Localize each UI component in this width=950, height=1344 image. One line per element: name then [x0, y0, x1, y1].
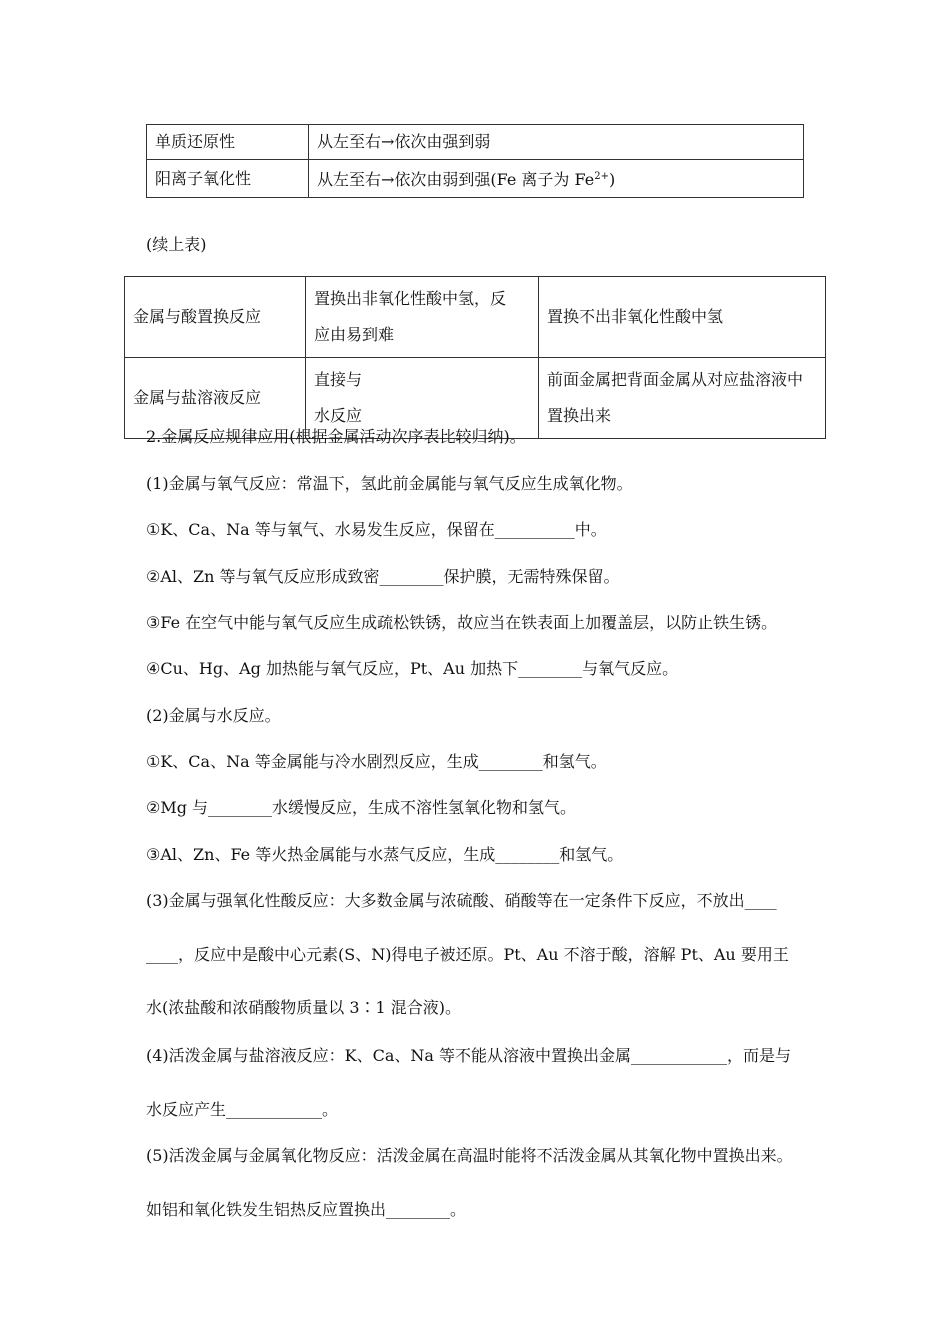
paragraph: (4)活泼金属与盐溶液反应：K、Ca、Na 等不能从溶液中置换出金属____________，而是与 — [146, 1046, 792, 1065]
table-cell — [539, 277, 826, 358]
paragraph: 如铝和氧化铁发生铝热反应置换出________。 — [146, 1200, 467, 1219]
cell-line: 置换出来 — [547, 406, 612, 425]
continued-note: (续上表) — [146, 235, 207, 254]
paragraph: (2)金属与水反应。 — [146, 706, 281, 725]
paragraph: ③Fe 在空气中能与氧气反应生成疏松铁锈，故应当在铁表面上加覆盖层，以防止铁生锈。 — [146, 613, 778, 632]
cell-line: 置换出非氧化性酸中氢，反 — [314, 289, 507, 308]
table-row — [147, 125, 804, 160]
table-cell-label: 金属与盐溶液反应 — [125, 358, 306, 439]
table-cell — [306, 277, 539, 358]
properties-table — [146, 124, 804, 198]
paragraph: ①K、Ca、Na 等与氧气、水易发生反应，保留在__________中。 — [146, 520, 607, 539]
value-text: 从左至右→依次由弱到强(Fe 离子为 Fe — [317, 170, 595, 189]
paragraph: (3)金属与强氧化性酸反应：大多数金属与浓硫酸、硝酸等在一定条件下反应，不放出____ — [146, 891, 777, 910]
table-row — [147, 160, 804, 198]
table-cell-label: 阳离子氧化性 — [147, 160, 309, 198]
cell-line: 应由易到难 — [314, 325, 395, 344]
paragraph: (1)金属与氧气反应：常温下，氢此前金属能与氧气反应生成氧化物。 — [146, 474, 633, 493]
table-cell-value: 从左至右→依次由强到弱 — [309, 125, 804, 160]
paragraph: ①K、Ca、Na 等金属能与冷水剧烈反应，生成________和氢气。 — [146, 752, 607, 771]
paragraph: ____，反应中是酸中心元素(S、N)得电子被还原。Pt、Au 不溶于酸，溶解 Pt、Au 要用王 — [146, 945, 789, 964]
cell-line: 直接与 — [314, 370, 363, 389]
table-cell — [539, 358, 826, 439]
cell-line: 置换不出非氧化性酸中氢 — [547, 307, 724, 326]
paragraph: ③Al、Zn、Fe 等火热金属能与水蒸气反应，生成________和氢气。 — [146, 845, 624, 864]
paragraph: 水(浓盐酸和浓硝酸物质量以 3∶1 混合液)。 — [146, 998, 462, 1017]
paragraph: ②Al、Zn 等与氧气反应形成致密________保护膜，无需特殊保留。 — [146, 567, 620, 586]
paragraph: ②Mg 与________水缓慢反应，生成不溶性氢氧化物和氢气。 — [146, 798, 577, 817]
paragraph: 水反应产生____________。 — [146, 1100, 339, 1119]
value-text-end: ) — [608, 170, 616, 189]
section-heading: 2.金属反应规律应用(根据金属活动次序表比较归纳)。 — [146, 427, 526, 446]
table-cell-value — [309, 160, 804, 198]
reactions-table — [124, 276, 826, 439]
table-cell-label: 金属与酸置换反应 — [125, 277, 306, 358]
cell-line: 水反应 — [314, 406, 363, 425]
charge-superscript: 2+ — [594, 171, 609, 182]
paragraph: (5)活泼金属与金属氧化物反应：活泼金属在高温时能将不活泼金属从其氧化物中置换出来。 — [146, 1146, 793, 1165]
paragraph: ④Cu、Hg、Ag 加热能与氧气反应，Pt、Au 加热下________与氧气反应。 — [146, 659, 679, 678]
table-row — [125, 277, 826, 358]
cell-line: 前面金属把背面金属从对应盐溶液中 — [547, 370, 804, 389]
table-cell-label: 单质还原性 — [147, 125, 309, 160]
